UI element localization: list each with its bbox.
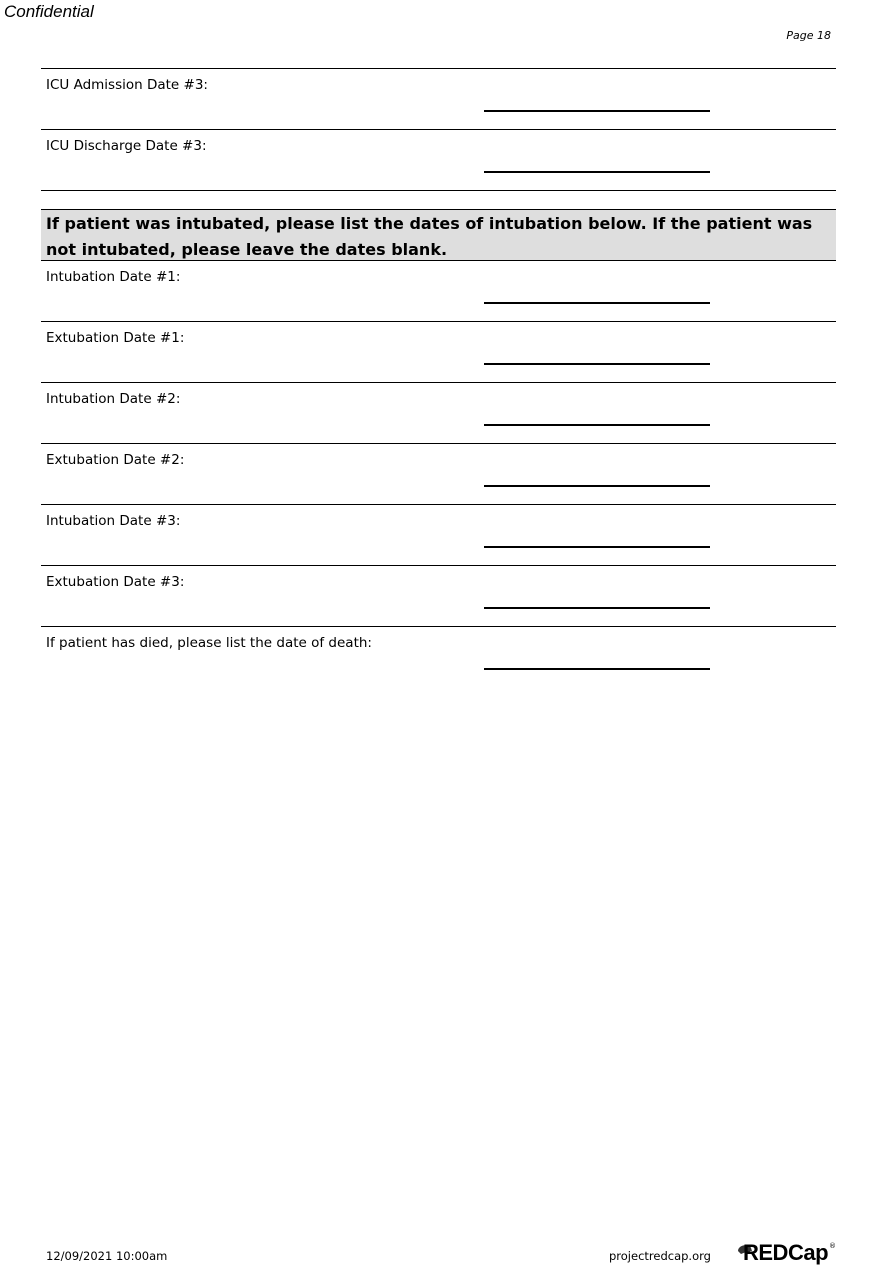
- field-row-intubation-3: [41, 504, 836, 565]
- field-row-icu-discharge-3: [41, 129, 836, 190]
- date-input-line[interactable]: [484, 363, 710, 365]
- date-input-line[interactable]: [484, 607, 710, 609]
- field-label: ICU Discharge Date #3:: [46, 138, 207, 154]
- section-header: If patient was intubated, please list the dates of intubation below. If the patient was not intubated, please leave the dates blank.: [41, 209, 836, 260]
- footer-url: projectredcap.org: [609, 1249, 711, 1263]
- field-label: Extubation Date #2:: [46, 452, 185, 468]
- field-row-extubation-3: [41, 565, 836, 626]
- date-input-line[interactable]: [484, 302, 710, 304]
- field-row-extubation-1: [41, 321, 836, 382]
- section-spacer: [41, 190, 836, 209]
- field-label: Extubation Date #1:: [46, 330, 185, 346]
- logo-text: REDCap: [743, 1240, 829, 1265]
- page-number: Page 18: [786, 29, 831, 42]
- field-label: If patient has died, please list the date of death:: [46, 635, 372, 651]
- date-input-line[interactable]: [484, 546, 710, 548]
- field-label: ICU Admission Date #3:: [46, 77, 208, 93]
- date-input-line[interactable]: [484, 424, 710, 426]
- field-label: Extubation Date #3:: [46, 574, 185, 590]
- footer-date: 12/09/2021 10:00am: [46, 1249, 168, 1263]
- field-row-icu-admission-3: [41, 68, 836, 129]
- field-row-extubation-2: [41, 443, 836, 504]
- redcap-logo: [737, 1240, 837, 1270]
- date-input-line[interactable]: [484, 110, 710, 112]
- date-input-line[interactable]: [484, 485, 710, 487]
- date-input-line[interactable]: [484, 668, 710, 670]
- field-label: Intubation Date #1:: [46, 269, 181, 285]
- logo-registered: ®: [829, 1242, 836, 1250]
- form: [41, 68, 836, 687]
- confidential-label: Confidential: [4, 2, 94, 21]
- field-row-intubation-2: [41, 382, 836, 443]
- field-row-date-of-death: [41, 626, 836, 687]
- field-label: Intubation Date #2:: [46, 391, 181, 407]
- field-row-intubation-1: [41, 260, 836, 321]
- date-input-line[interactable]: [484, 171, 710, 173]
- field-label: Intubation Date #3:: [46, 513, 181, 529]
